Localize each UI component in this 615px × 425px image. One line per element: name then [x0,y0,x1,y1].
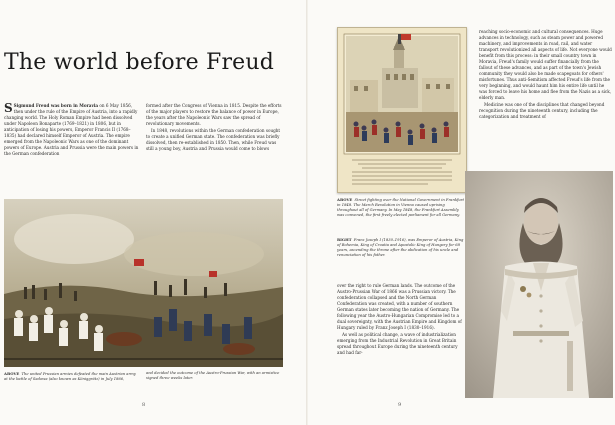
right-column-top [479,29,613,169]
paragraph: over the right to rule German lands. The outcome of the Austro-Prussian War of 1866 was a Prussian victory. The confederation collapsed and the North German Confederation was created, with a number of southern German states later becoming the nation of Germany. The following year the Austro-Hungarian Compromise led to a dual sovereignty, with the Austrian Empire and Kingdom of Hungary ruled by Franz Joseph I (1830–1916). [337,283,462,330]
poster-caption [337,197,465,231]
battle-caption-left [4,371,140,393]
page-gutter [306,0,308,425]
right-column-middle [337,283,465,395]
lead-in: Sigmund Freud was born in Moravia [13,103,99,108]
paragraph: formed after the Congress of Vienna in 1815. Despite the efforts of the major players to restore the balance of power in Europe, the years after the Napoleonic Wars saw the spread of revolutionary movements. [146,103,282,126]
paragraph: reaching socio-economic and cultural consequences. Huge advances in technology, such as steam power and powered machinery, and improvements in road, rail, and water transport revolutionized all aspects of life. Not everyone would benefit from this process: in their small country town in Moravia, Freud's family would suffer financially from the fallout of these advances, and as part of the town's Jewish community they would also be made scapegoats for others' misfortunes. Thus anti-Semitism affected Freud's life from the very beginning, and would haunt him his entire life until he was forced to leave his home and flee from the Nazis as a sick, elderly man. [479,29,612,100]
caption-text: Franz Joseph I (1830–1916), was Emperor of Austria, King of Bohemia, King of Croatia and Apostolic King of Hungary for 68 years, ascending the throne after the abdication of his uncle and renunciation of his father. [337,238,464,257]
frankfurt-street-fighting-image [338,28,466,192]
paragraph: In 1848, revolutions within the German confederation sought to create a unified German state. The confederation was briefly dissolved, then re-established in 1850. Then, while Freud was still a young boy, Austria and Prussia would come to blows [146,128,281,151]
battle-caption-right [146,371,282,393]
left-column-1 [4,103,140,189]
portrait-caption [337,237,465,271]
battle-scene-image [4,199,283,367]
battle-painting [4,199,283,367]
page-title: The world before Freud [4,50,275,75]
drop-cap: S [4,103,13,115]
caption-key: ABOVE [4,371,20,376]
left-column-2 [146,103,282,189]
caption-text: and decided the outcome of the Austro-Prussian War, with an armistice signed three weeks later. [146,371,280,380]
paragraph: Medicine was one of the disciplines that changed beyond recognition during the nineteenth century, including the categorization and treatment of [479,102,605,119]
franz-joseph-portrait [465,171,613,398]
paragraph [4,103,140,157]
page-number-right: 9 [398,402,402,408]
emperor-photo [465,171,613,398]
page-number-left: 8 [142,402,146,408]
caption-text: The united Prussian armies defeated the main Austrian army at the battle of Sadowa (also known as Königgrätz) in July 1866, [4,372,136,381]
revolution-poster [337,27,467,193]
paragraph: As well as political change, a wave of industrialization emerging from the Industrial Revolution in Great Britain spread throughout Europe during the nineteenth century and had far- [337,332,458,355]
body-text: on 6 May 1856, then under the rule of the Empire of Austria, into a rapidly changing world. The Holy Roman Empire had been dissolved under Napoleon Bonaparte (1769–1821) in 1806, but in anticipation of losing his powers, Emperor Francis II (1768–1835) had declared himself Emperor of Austria. The empire emerged from the Napoleonic Wars as one of the dominant powers of Europe. Austria and Prussia were the main powers in the German confederation [4,103,139,156]
caption-text: Street fighting over the National Government in Frankfurt in 1848. The March Revolution in Vienna caused uprising throughout all of Germany. In May 1848, the Frankfurt Assembly was convened, the first freely elected parliament for all Germany. [337,198,465,217]
caption-key: ABOVE [337,197,353,202]
caption-key: RIGHT [337,237,352,242]
